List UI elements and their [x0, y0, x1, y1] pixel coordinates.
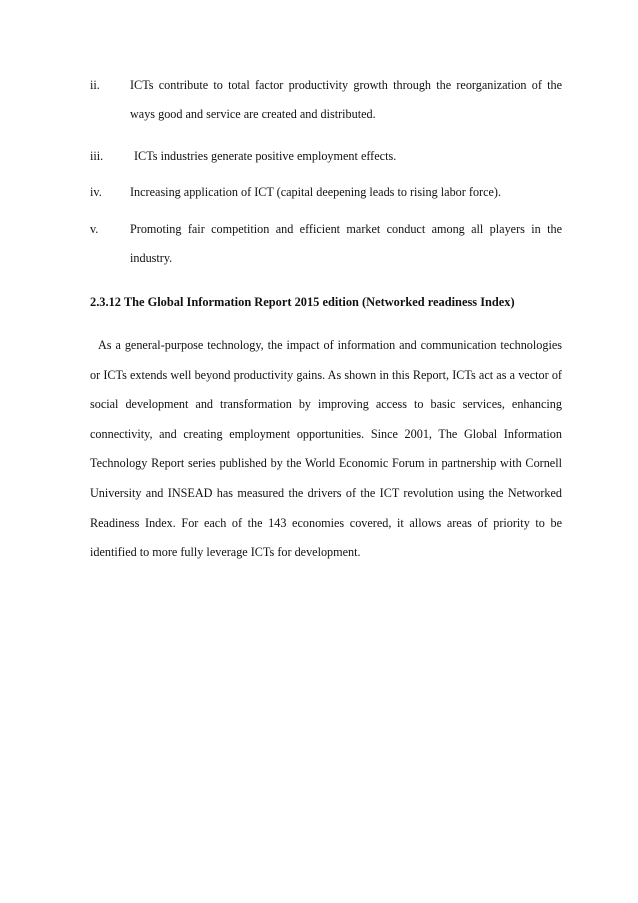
list-item	[90, 71, 562, 129]
list-item	[90, 142, 562, 171]
list-item	[90, 215, 562, 273]
list-item-numeral: iv.	[90, 185, 102, 199]
list-item-numeral: iii.	[90, 149, 104, 163]
list-item-text: ICTs contribute to total factor productivity growth through the reorganization of the ways good and service are created and distributed.	[130, 78, 562, 121]
list-item	[90, 178, 562, 207]
list-item-text: ICTs industries generate positive employment effects.	[134, 149, 397, 163]
section-heading: 2.3.12 The Global Information Report 2015 edition (Networked readiness Index)	[90, 295, 515, 309]
list-item-text: Increasing application of ICT (capital deepening leads to rising labor force).	[130, 185, 502, 199]
list-item-numeral: v.	[90, 222, 99, 236]
section-paragraph: As a general-purpose technology, the impact of information and communication technologies or ICTs extends well beyond productivity gains. As shown in this Report, ICTs act as a vector of social development and transformation by improving access to basic services, enhancing connectivity, and creating employment opportunities. Since 2001, The Global Information Technology Report series published by the World Economic Forum in partnership with Cornell University and INSEAD has measured the drivers of the ICT revolution using the Networked Readiness Index. For each of the 143 economies covered, it allows areas of priority to be identified to more fully leverage ICTs for development.	[90, 338, 562, 560]
list-item-numeral: ii.	[90, 78, 100, 92]
list-item-text: Promoting fair competition and efficient market conduct among all players in the industry.	[130, 222, 562, 265]
